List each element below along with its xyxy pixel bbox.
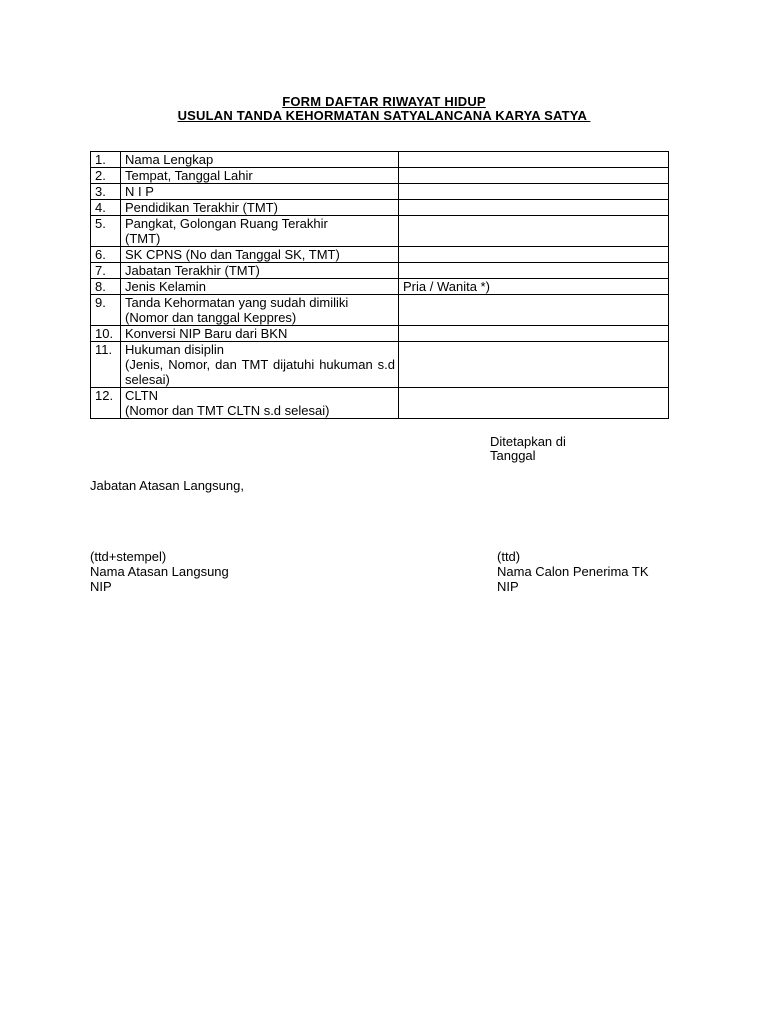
row-value[interactable] [399,388,669,419]
row-number: 10. [91,326,121,342]
row-number: 4. [91,200,121,216]
row-value[interactable] [399,247,669,263]
row-label: Konversi NIP Baru dari BKN [121,326,399,342]
row-label: Tempat, Tanggal Lahir [121,168,399,184]
row-value[interactable] [399,326,669,342]
row-label-sub: (Jenis, Nomor, dan TMT dijatuhi hukuman s.d selesai) [125,357,395,387]
recipient-name-label: Nama Calon Penerima TK [497,564,649,579]
superior-position-label: Jabatan Atasan Langsung, [90,478,244,493]
row-value[interactable] [399,152,669,168]
row-label: Pendidikan Terakhir (TMT) [121,200,399,216]
row-number: 3. [91,184,121,200]
table-row [91,168,669,184]
row-number: 8. [91,279,121,295]
row-label [121,216,399,247]
superior-name-label: Nama Atasan Langsung [90,564,229,579]
row-value[interactable] [399,200,669,216]
row-value[interactable] [399,342,669,388]
row-label: Jabatan Terakhir (TMT) [121,263,399,279]
row-label-sub: (Nomor dan TMT CLTN s.d selesai) [125,403,330,418]
row-label-main: Pangkat, Golongan Ruang Terakhir [125,216,328,231]
superior-nip-label: NIP [90,579,112,594]
row-label-main: Tanda Kehormatan yang sudah dimiliki [125,295,349,310]
row-number: 1. [91,152,121,168]
row-label: Nama Lengkap [121,152,399,168]
row-value[interactable] [399,263,669,279]
table-row [91,152,669,168]
form-title: FORM DAFTAR RIWAYAT HIDUP [282,94,486,109]
table-row [91,326,669,342]
table-row [91,388,669,419]
superior-signature-note: (ttd+stempel) [90,549,167,564]
row-number: 6. [91,247,121,263]
ditetapkan-label: Ditetapkan di [490,434,566,449]
form-subtitle: USULAN TANDA KEHORMATAN SATYALANCANA KARYA SATYA [177,108,591,123]
row-label: N I P [121,184,399,200]
tanggal-label: Tanggal [490,448,536,463]
row-label [121,342,399,388]
row-number: 9. [91,295,121,326]
row-number: 12. [91,388,121,419]
row-value[interactable] [399,168,669,184]
row-value[interactable] [399,184,669,200]
recipient-nip-label: NIP [497,579,519,594]
table-row [91,279,669,295]
recipient-signature-note: (ttd) [497,549,521,564]
table-row [91,295,669,326]
table-row [91,200,669,216]
table-row [91,247,669,263]
row-label-sub: (TMT) [125,231,161,246]
row-label: Jenis Kelamin [121,279,399,295]
row-label [121,388,399,419]
row-label-sub: (Nomor dan tanggal Keppres) [125,310,297,325]
row-label [121,295,399,326]
row-number: 2. [91,168,121,184]
gender-value[interactable]: Pria / Wanita *) [399,279,669,295]
row-value[interactable] [399,216,669,247]
row-label-main: CLTN [125,388,158,403]
row-number: 5. [91,216,121,247]
row-number: 11. [91,342,121,388]
row-number: 7. [91,263,121,279]
table-row [91,184,669,200]
table-row [91,342,669,388]
biodata-table [90,151,669,419]
row-label-main: Hukuman disiplin [125,342,224,357]
row-label: SK CPNS (No dan Tanggal SK, TMT) [121,247,399,263]
table-row [91,216,669,247]
row-value[interactable] [399,295,669,326]
table-row [91,263,669,279]
